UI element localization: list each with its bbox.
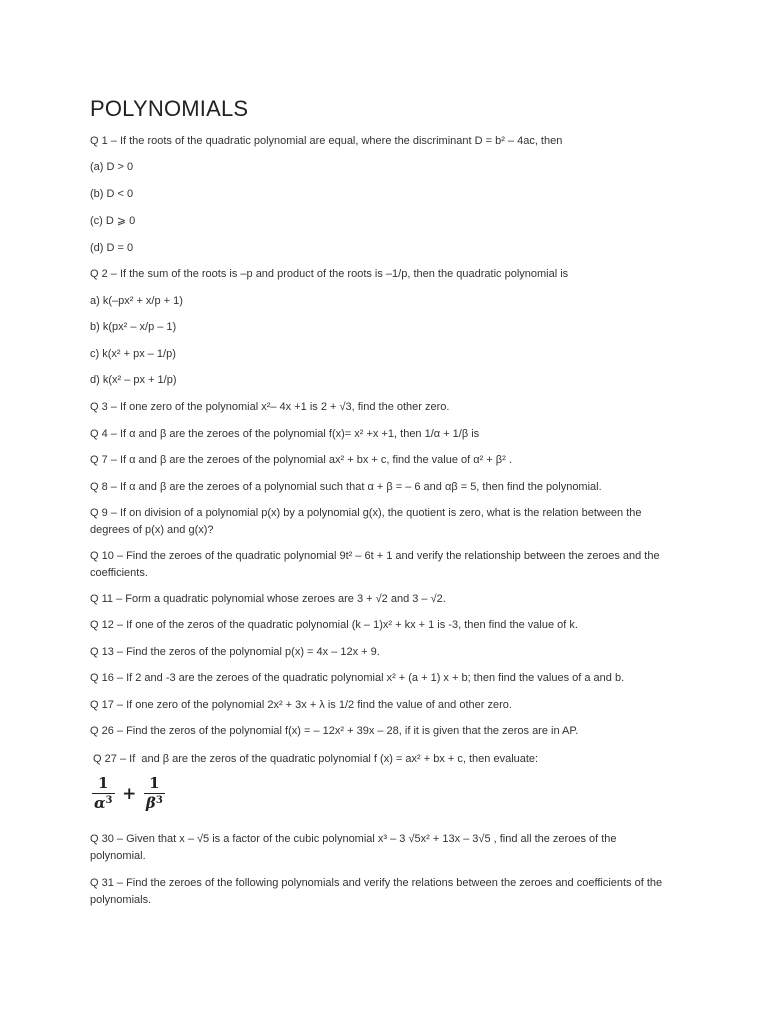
option-1b: (b) D < 0	[90, 188, 134, 200]
beta-exponent: 3	[155, 795, 163, 806]
reciprocal-cubes-formula	[92, 775, 165, 819]
question-16: Q 16 – If 2 and -3 are the zeroes of the quadratic polynomial x² + (a + 1) x + b; then find the values of a and b.	[90, 672, 625, 684]
fraction-alpha	[92, 775, 115, 812]
fraction-beta	[144, 775, 165, 812]
question-13: Q 13 – Find the zeros of the polynomial p(x) = 4x – 12x + 9.	[90, 646, 380, 658]
option-2a: a) k(–px² + x/p + 1)	[90, 295, 183, 307]
question-30: Q 30 – Given that x – √5 is a factor of the cubic polynomial x³ – 3 √5x² + 13x – 3√5 , find all the zeroes of the polynomial.	[90, 833, 617, 862]
option-2b: b) k(px² – x/p – 1)	[90, 321, 177, 333]
denominator-alpha	[92, 794, 115, 812]
option-1d: (d) D = 0	[90, 242, 134, 254]
alpha-exponent: 3	[105, 795, 113, 806]
alpha-symbol: α	[94, 794, 106, 812]
denominator-beta	[144, 794, 165, 812]
question-31: Q 31 – Find the zeroes of the following polynomials and verify the relations between the zeroes and coefficients of the polynomials.	[90, 877, 663, 906]
option-1a: (a) D > 0	[90, 161, 134, 173]
question-1: Q 1 – If the roots of the quadratic polynomial are equal, where the discriminant D = b² – 4ac, then	[90, 135, 563, 147]
question-3: Q 3 – If one zero of the polynomial x²– 4x +1 is 2 + √3, find the other zero.	[90, 401, 450, 413]
question-11: Q 11 – Form a quadratic polynomial whose zeroes are 3 + √2 and 3 – √2.	[90, 593, 446, 605]
beta-symbol: β	[145, 794, 156, 812]
option-2c: c) k(x² + px – 1/p)	[90, 348, 176, 360]
question-10: Q 10 – Find the zeroes of the quadratic polynomial 9t² – 6t + 1 and verify the relationship between the zeroes and the coefficients.	[90, 550, 660, 579]
question-2: Q 2 – If the sum of the roots is –p and product of the roots is –1/p, then the quadratic polynomial is	[90, 268, 569, 280]
question-4: Q 4 – If α and β are the zeroes of the polynomial f(x)= x² +x +1, then 1/α + 1/β is	[90, 428, 480, 440]
page-title: POLYNOMIALS	[90, 96, 249, 121]
question-17: Q 17 – If one zero of the polynomial 2x² + 3x + λ is 1/2 find the value of and other zero.	[90, 699, 512, 711]
numerator-beta: 1	[144, 775, 165, 794]
question-9: Q 9 – If on division of a polynomial p(x) by a polynomial g(x), the quotient is zero, what is the relation between the degrees of p(x) and g(x)?	[90, 507, 642, 536]
option-1c: (c) D ⩾ 0	[90, 215, 136, 227]
option-2d: d) k(x² – px + 1/p)	[90, 374, 177, 386]
question-12: Q 12 – If one of the zeros of the quadratic polynomial (k – 1)x² + kx + 1 is -3, then find the value of k.	[90, 619, 578, 631]
question-26: Q 26 – Find the zeros of the polynomial f(x) = – 12x² + 39x – 28, if it is given that the zeros are in AP.	[90, 725, 579, 737]
question-7: Q 7 – If α and β are the zeroes of the polynomial ax² + bx + c, find the value of α² + β² .	[90, 454, 512, 466]
numerator-alpha: 1	[92, 775, 115, 794]
question-8: Q 8 – If α and β are the zeroes of a polynomial such that α + β = – 6 and αβ = 5, then find the polynomial.	[90, 481, 602, 493]
plus-operator: +	[122, 783, 137, 804]
question-27: Q 27 – If and β are the zeros of the quadratic polynomial f (x) = ax² + bx + c, then evaluate:	[90, 753, 539, 765]
